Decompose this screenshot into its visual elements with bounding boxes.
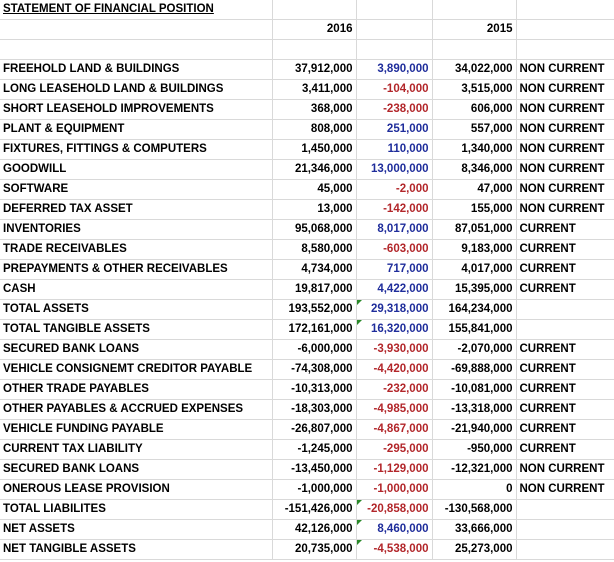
value-2015-cell[interactable]: -950,000 — [432, 440, 516, 460]
classification-cell[interactable]: CURRENT — [516, 360, 614, 380]
value-2016-cell[interactable]: 8,580,000 — [272, 240, 356, 260]
table-row — [0, 520, 614, 540]
classification-cell[interactable]: NON CURRENT — [516, 460, 614, 480]
change-cell[interactable]: 13,000,000 — [356, 160, 432, 180]
empty-cell[interactable] — [272, 40, 356, 60]
classification-cell[interactable] — [516, 520, 614, 540]
value-2016-cell[interactable]: -1,245,000 — [272, 440, 356, 460]
table-row — [0, 80, 614, 100]
classification-cell[interactable] — [516, 500, 614, 520]
value-2016-cell[interactable]: -26,807,000 — [272, 420, 356, 440]
blank-row — [0, 40, 614, 60]
table-row — [0, 480, 614, 500]
row-label-cell[interactable]: SOFTWARE — [0, 180, 272, 200]
table-row — [0, 300, 614, 320]
classification-cell[interactable]: CURRENT — [516, 280, 614, 300]
table-row — [0, 260, 614, 280]
value-2016-cell[interactable]: -151,426,000 — [272, 500, 356, 520]
table-row — [0, 140, 614, 160]
row-label-cell[interactable]: TRADE RECEIVABLES — [0, 240, 272, 260]
table-row — [0, 460, 614, 480]
classification-cell[interactable]: CURRENT — [516, 400, 614, 420]
value-2016-cell[interactable]: 13,000 — [272, 200, 356, 220]
classification-cell[interactable]: NON CURRENT — [516, 160, 614, 180]
row-label-cell[interactable]: OTHER PAYABLES & ACCRUED EXPENSES — [0, 400, 272, 420]
classification-cell[interactable]: CURRENT — [516, 260, 614, 280]
row-label-cell[interactable]: ONEROUS LEASE PROVISION — [0, 480, 272, 500]
row-label-cell[interactable]: INVENTORIES — [0, 220, 272, 240]
table-row — [0, 220, 614, 240]
row-label-cell[interactable]: GOODWILL — [0, 160, 272, 180]
value-2015-cell[interactable]: 25,273,000 — [432, 540, 516, 560]
value-2016-cell[interactable]: 95,068,000 — [272, 220, 356, 240]
classification-cell[interactable]: NON CURRENT — [516, 480, 614, 500]
change-cell[interactable]: -232,000 — [356, 380, 432, 400]
value-2015-cell[interactable]: 4,017,000 — [432, 260, 516, 280]
row-label-cell[interactable]: DEFERRED TAX ASSET — [0, 200, 272, 220]
value-2015-cell[interactable]: -13,318,000 — [432, 400, 516, 420]
value-2016-cell[interactable]: -13,450,000 — [272, 460, 356, 480]
value-2015-cell[interactable]: 0 — [432, 480, 516, 500]
classification-cell[interactable]: CURRENT — [516, 440, 614, 460]
classification-cell[interactable]: NON CURRENT — [516, 140, 614, 160]
table-row — [0, 240, 614, 260]
value-2016-cell[interactable]: 368,000 — [272, 100, 356, 120]
year-2015-header[interactable]: 2015 — [432, 20, 516, 40]
year-header-row — [0, 20, 614, 40]
value-2015-cell[interactable]: 8,346,000 — [432, 160, 516, 180]
table-row — [0, 320, 614, 340]
row-label-cell[interactable]: OTHER TRADE PAYABLES — [0, 380, 272, 400]
classification-cell[interactable]: NON CURRENT — [516, 180, 614, 200]
classification-cell[interactable] — [516, 300, 614, 320]
classification-cell[interactable]: NON CURRENT — [516, 80, 614, 100]
table-row — [0, 340, 614, 360]
value-2016-cell[interactable]: 193,552,000 — [272, 300, 356, 320]
value-2016-cell[interactable]: 19,817,000 — [272, 280, 356, 300]
value-2015-cell[interactable]: 87,051,000 — [432, 220, 516, 240]
table-row — [0, 440, 614, 460]
change-cell[interactable]: -142,000 — [356, 200, 432, 220]
change-cell[interactable]: -603,000 — [356, 240, 432, 260]
title-row — [0, 0, 614, 20]
change-cell[interactable]: 16,320,000 — [356, 320, 432, 340]
change-cell[interactable]: -1,000,000 — [356, 480, 432, 500]
row-label-cell[interactable]: TOTAL TANGIBLE ASSETS — [0, 320, 272, 340]
row-label-cell[interactable]: FIXTURES, FITTINGS & COMPUTERS — [0, 140, 272, 160]
row-label-cell[interactable]: NET TANGIBLE ASSETS — [0, 540, 272, 560]
value-2015-cell[interactable]: -12,321,000 — [432, 460, 516, 480]
change-cell[interactable]: 251,000 — [356, 120, 432, 140]
empty-cell[interactable] — [432, 40, 516, 60]
value-2015-cell[interactable]: -69,888,000 — [432, 360, 516, 380]
value-2015-cell[interactable]: -21,940,000 — [432, 420, 516, 440]
classification-cell[interactable]: CURRENT — [516, 220, 614, 240]
table-row — [0, 160, 614, 180]
change-cell[interactable]: -20,858,000 — [356, 500, 432, 520]
table-row — [0, 100, 614, 120]
empty-cell[interactable] — [356, 20, 432, 40]
empty-cell[interactable] — [516, 20, 614, 40]
value-2016-cell[interactable]: -18,303,000 — [272, 400, 356, 420]
row-label-cell[interactable]: CURRENT TAX LIABILITY — [0, 440, 272, 460]
table-row — [0, 420, 614, 440]
value-2016-cell[interactable]: 1,450,000 — [272, 140, 356, 160]
change-cell[interactable]: -4,420,000 — [356, 360, 432, 380]
change-cell[interactable]: -1,129,000 — [356, 460, 432, 480]
row-label-cell[interactable]: SHORT LEASEHOLD IMPROVEMENTS — [0, 100, 272, 120]
table-row — [0, 120, 614, 140]
empty-cell[interactable] — [272, 0, 356, 20]
row-label-cell[interactable]: PLANT & EQUIPMENT — [0, 120, 272, 140]
change-cell[interactable]: 717,000 — [356, 260, 432, 280]
year-2016-header[interactable]: 2016 — [272, 20, 356, 40]
value-2016-cell[interactable]: 172,161,000 — [272, 320, 356, 340]
row-label-cell[interactable]: TOTAL ASSETS — [0, 300, 272, 320]
classification-cell[interactable]: NON CURRENT — [516, 200, 614, 220]
row-label-cell[interactable]: CASH — [0, 280, 272, 300]
table-row — [0, 60, 614, 80]
empty-cell[interactable] — [516, 40, 614, 60]
value-2016-cell[interactable]: 3,411,000 — [272, 80, 356, 100]
classification-cell[interactable]: CURRENT — [516, 240, 614, 260]
classification-cell[interactable]: CURRENT — [516, 340, 614, 360]
table-row — [0, 180, 614, 200]
table-row — [0, 280, 614, 300]
change-cell[interactable]: 3,890,000 — [356, 60, 432, 80]
empty-cell[interactable] — [0, 40, 272, 60]
change-cell[interactable]: -4,867,000 — [356, 420, 432, 440]
change-cell[interactable]: 110,000 — [356, 140, 432, 160]
empty-cell[interactable] — [432, 0, 516, 20]
value-2015-cell[interactable]: 34,022,000 — [432, 60, 516, 80]
value-2016-cell[interactable]: -10,313,000 — [272, 380, 356, 400]
value-2016-cell[interactable]: 45,000 — [272, 180, 356, 200]
table-row — [0, 380, 614, 400]
value-2015-cell[interactable]: -2,070,000 — [432, 340, 516, 360]
value-2016-cell[interactable]: -1,000,000 — [272, 480, 356, 500]
value-2015-cell[interactable]: -10,081,000 — [432, 380, 516, 400]
value-2015-cell[interactable]: 155,841,000 — [432, 320, 516, 340]
value-2016-cell[interactable]: 808,000 — [272, 120, 356, 140]
value-2015-cell[interactable]: 164,234,000 — [432, 300, 516, 320]
row-label-cell[interactable]: FREEHOLD LAND & BUILDINGS — [0, 60, 272, 80]
value-2015-cell[interactable]: 47,000 — [432, 180, 516, 200]
value-2016-cell[interactable]: 20,735,000 — [272, 540, 356, 560]
change-cell[interactable]: 8,460,000 — [356, 520, 432, 540]
empty-cell[interactable] — [356, 0, 432, 20]
change-cell[interactable]: -4,985,000 — [356, 400, 432, 420]
change-cell[interactable]: -295,000 — [356, 440, 432, 460]
value-2015-cell[interactable]: 9,183,000 — [432, 240, 516, 260]
change-cell[interactable]: -104,000 — [356, 80, 432, 100]
empty-cell[interactable] — [356, 40, 432, 60]
change-cell[interactable]: -3,930,000 — [356, 340, 432, 360]
row-label-cell[interactable]: NET ASSETS — [0, 520, 272, 540]
value-2015-cell[interactable]: 3,515,000 — [432, 80, 516, 100]
row-label-cell[interactable]: SECURED BANK LOANS — [0, 340, 272, 360]
value-2015-cell[interactable]: 1,340,000 — [432, 140, 516, 160]
change-cell[interactable]: 29,318,000 — [356, 300, 432, 320]
value-2015-cell[interactable]: 155,000 — [432, 200, 516, 220]
value-2016-cell[interactable]: 37,912,000 — [272, 60, 356, 80]
value-2016-cell[interactable]: 42,126,000 — [272, 520, 356, 540]
classification-cell[interactable]: NON CURRENT — [516, 120, 614, 140]
row-label-cell[interactable]: LONG LEASEHOLD LAND & BUILDINGS — [0, 80, 272, 100]
table-row — [0, 360, 614, 380]
change-cell[interactable]: 8,017,000 — [356, 220, 432, 240]
sheet-title-cell[interactable]: STATEMENT OF FINANCIAL POSITION — [0, 0, 272, 20]
classification-cell[interactable]: NON CURRENT — [516, 60, 614, 80]
change-cell[interactable]: -2,000 — [356, 180, 432, 200]
change-cell[interactable]: -4,538,000 — [356, 540, 432, 560]
value-2016-cell[interactable]: -74,308,000 — [272, 360, 356, 380]
empty-cell[interactable] — [0, 20, 272, 40]
value-2016-cell[interactable]: 21,346,000 — [272, 160, 356, 180]
classification-cell[interactable]: CURRENT — [516, 380, 614, 400]
empty-cell[interactable] — [516, 0, 614, 20]
value-2015-cell[interactable]: 557,000 — [432, 120, 516, 140]
row-label-cell[interactable]: VEHICLE CONSIGNEMT CREDITOR PAYABLE — [0, 360, 272, 380]
value-2015-cell[interactable]: -130,568,000 — [432, 500, 516, 520]
change-cell[interactable]: 4,422,000 — [356, 280, 432, 300]
table-row — [0, 540, 614, 560]
value-2015-cell[interactable]: 33,666,000 — [432, 520, 516, 540]
row-label-cell[interactable]: SECURED BANK LOANS — [0, 460, 272, 480]
classification-cell[interactable] — [516, 540, 614, 560]
change-cell[interactable]: -238,000 — [356, 100, 432, 120]
row-label-cell[interactable]: VEHICLE FUNDING PAYABLE — [0, 420, 272, 440]
row-label-cell[interactable]: PREPAYMENTS & OTHER RECEIVABLES — [0, 260, 272, 280]
table-row — [0, 200, 614, 220]
row-label-cell[interactable]: TOTAL LIABILITES — [0, 500, 272, 520]
value-2015-cell[interactable]: 15,395,000 — [432, 280, 516, 300]
classification-cell[interactable]: NON CURRENT — [516, 100, 614, 120]
value-2016-cell[interactable]: -6,000,000 — [272, 340, 356, 360]
table-row — [0, 500, 614, 520]
value-2016-cell[interactable]: 4,734,000 — [272, 260, 356, 280]
table-row — [0, 400, 614, 420]
value-2015-cell[interactable]: 606,000 — [432, 100, 516, 120]
classification-cell[interactable]: CURRENT — [516, 420, 614, 440]
classification-cell[interactable] — [516, 320, 614, 340]
